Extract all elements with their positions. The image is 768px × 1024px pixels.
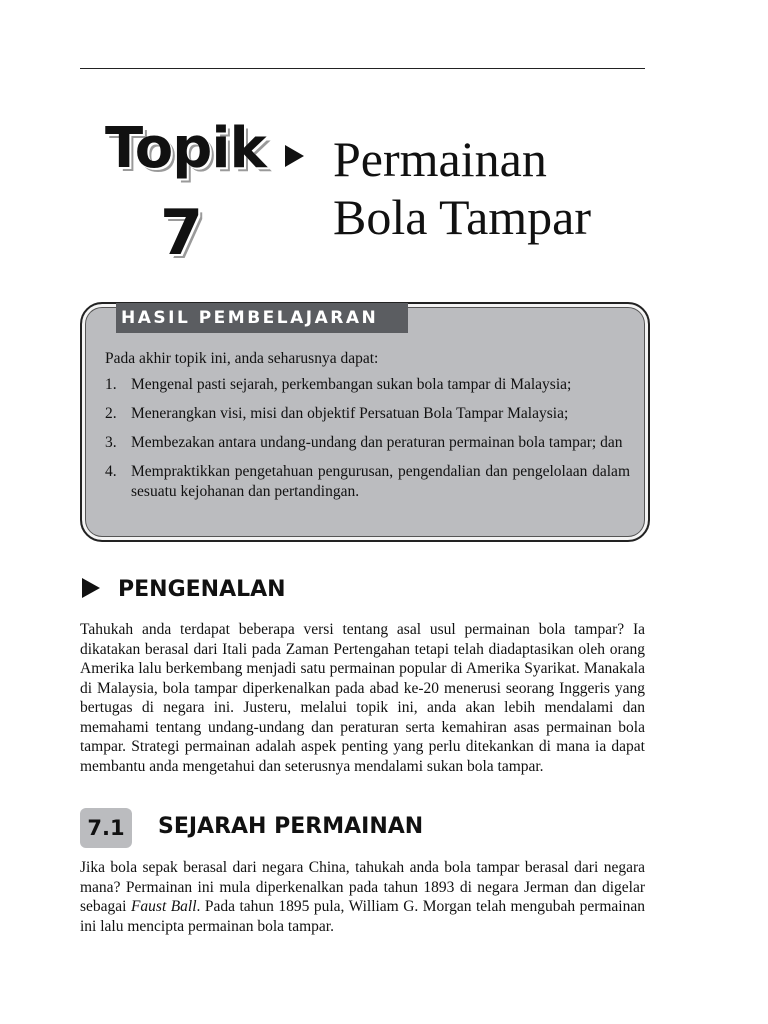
- top-rule: [80, 68, 645, 69]
- section-heading: SEJARAH PERMAINAN: [158, 814, 424, 839]
- chapter-title-line2: Bola Tampar: [333, 189, 592, 245]
- learning-outcomes-list: [105, 375, 630, 511]
- chapter-title: [333, 130, 643, 246]
- list-item: 1. Mengenal pasti sejarah, perkembangan sukan bola tampar di Malaysia;: [105, 376, 572, 393]
- triangle-arrow-icon: [285, 145, 304, 167]
- intro-heading: PENGENALAN: [82, 574, 286, 606]
- topic-number: 7: [160, 196, 204, 269]
- faust-ball-term: Faust Ball: [130, 898, 197, 915]
- list-item: 4. Mempraktikkan pengetahuan pengurusan, pengendalian dan pengelolaan dalam sesuatu kejohanan dan pertandingan.: [105, 463, 630, 500]
- list-item: 2. Menerangkan visi, misi dan objektif Persatuan Bola Tampar Malaysia;: [105, 405, 569, 422]
- learning-outcomes-label: HASIL PEMBELAJARAN: [116, 303, 408, 333]
- topic-word: Topik: [105, 116, 266, 181]
- triangle-arrow-icon: [82, 578, 100, 598]
- learning-outcomes-intro: Pada akhir topik ini, anda seharusnya dapat:: [105, 350, 379, 367]
- list-item: 3. Membezakan antara undang-undang dan peraturan permainan bola tampar; dan: [105, 434, 623, 451]
- history-paragraph: Jika bola sepak berasal dari negara China, tahukah anda bola tampar berasal dari negara mana? Permainan ini mula diperkenalkan pada tahun 1893 di negara Jerman dan digelar sebagai Faust Ball. Pada tahun 1895 pula, William G. Morgan telah mengubah permainan ini lalu mencipta permainan bola tampar.: [80, 859, 645, 935]
- section-number-badge: 7.1: [80, 808, 132, 848]
- chapter-title-line1: Permainan: [333, 131, 547, 187]
- intro-paragraph: Tahukah anda terdapat beberapa versi tentang asal usul permainan bola tampar? Ia dikatakan berasal dari Itali pada Zaman Pertengahan tetapi telah diadaptasikan oleh orang Amerika lalu berkembang menjadi satu permainan popular di Amerika Syarikat. Manakala di Malaysia, bola tampar diperkenalkan pada abad ke-20 menerusi seorang Inggeris yang bertugas di negara ini. Justeru, melalui topik ini, anda akan lebih mendalami dan memahami tentang undang-undang dan peraturan serta kemahiran asas permainan bola tampar. Strategi permainan adalah aspek penting yang perlu ditekankan di mana ia dapat membantu anda mengetahui dan seterusnya mendalami sukan bola tampar.: [80, 621, 645, 775]
